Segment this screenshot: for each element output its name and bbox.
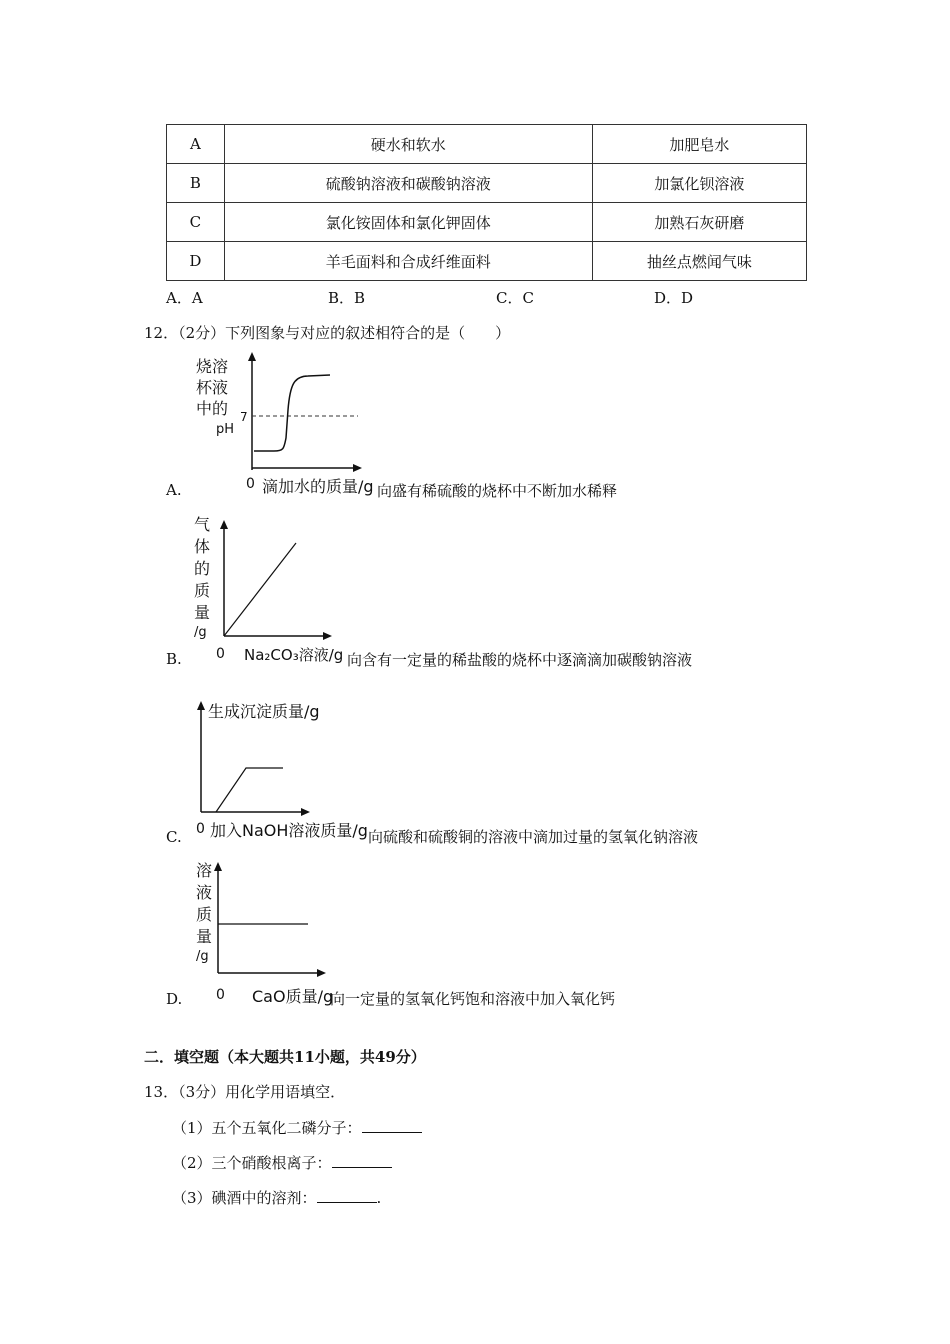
q13-item-2-text: （2）三个硝酸根离子： [172,1154,332,1172]
options-table [166,124,807,281]
row-items-cell: 羊毛面料和合成纤维面料 [224,242,592,281]
graph-c-ylabel: 生成沉淀质量/g [208,702,320,721]
q12-stem: 12．（2分）下列图象与对应的叙述相符合的是（ ） [144,324,511,342]
graph-c-origin: 0 [196,821,205,837]
graph-a-curve [254,375,330,451]
answer-blank-1[interactable] [362,1118,422,1133]
answer-blank-3[interactable] [317,1188,377,1203]
graph-c-x-arrow [301,808,310,816]
row-method-cell: 加肥皂水 [592,125,806,164]
graph-c-xlabel: 加入NaOH溶液质量/g [210,821,368,840]
graph-a-x-arrow [353,464,362,472]
q13-stem: 13．（3分）用化学用语填空． [144,1083,346,1101]
graph-d-x-arrow [317,969,326,977]
graph-a [190,350,650,500]
row-items-cell: 氯化铵固体和氯化钾固体 [224,203,592,242]
graph-c-y-arrow [197,701,205,710]
graph-b-ylabel-4: 质 [194,581,211,600]
graph-b-x-arrow [323,632,332,640]
option-a-desc: 向盛有稀硫酸的烧杯中不断加水稀释 [377,482,618,500]
table-row [167,125,807,164]
table-row [167,203,807,242]
table-row [167,242,807,281]
graph-d-xlabel: CaO质量/g [252,987,334,1006]
row-key-cell: D [167,242,225,281]
graph-d-ylabel-4: 量 [196,927,213,946]
graph-b [190,512,650,672]
q11-choice-a: A．A [166,289,203,307]
option-d-desc: 向一定量的氢氧化钙饱和溶液中加入氧化钙 [330,990,616,1008]
graph-d-ylabel-5: /g [196,949,209,964]
graph-b-origin: 0 [216,646,225,662]
graph-a-xlabel: 滴加水的质量/g [262,477,374,496]
graph-d-ylabel-3: 质 [196,905,213,924]
row-items-cell: 硬水和软水 [224,125,592,164]
graph-d-origin: 0 [216,987,225,1003]
option-c-desc: 向硫酸和硫酸铜的溶液中滴加过量的氢氧化钠溶液 [368,828,699,846]
row-method-cell: 抽丝点燃闻气味 [592,242,806,281]
row-key-cell: B [167,164,225,203]
graph-c-line [216,768,283,812]
graph-d-ylabel-2: 液 [196,883,213,902]
q13-item-3 [172,1187,381,1208]
option-a-label: A. [166,481,182,499]
graph-d-ylabel-1: 溶 [196,861,213,880]
row-method-cell: 加熟石灰研磨 [592,203,806,242]
q11-choice-d: D．D [654,289,694,307]
graph-d-y-arrow [214,862,222,871]
q11-choice-b: B．B [328,289,366,307]
q13-item-1 [172,1117,422,1138]
graph-b-ylabel-5: 量 [194,603,211,622]
graph-b-ylabel-3: 的 [194,559,211,578]
graph-b-xlabel: Na₂CO₃溶液/g [244,646,344,664]
graph-a-ylabel-3: 中的 [196,399,229,418]
answer-blank-2[interactable] [332,1153,392,1168]
option-d-label: D. [166,990,183,1008]
graph-b-ylabel-2: 体 [194,537,211,556]
graph-b-ylabel-6: /g [194,625,207,640]
q13-item-3-end: . [376,1189,382,1207]
row-items-cell: 硫酸钠溶液和碳酸钠溶液 [224,164,592,203]
section-title: 二．填空题（本大题共11小题，共49分） [144,1048,426,1066]
option-b-label: B. [166,650,182,668]
row-key-cell: C [167,203,225,242]
graph-b-y-arrow [220,520,228,529]
row-key-cell: A [167,125,225,164]
graph-b-ylabel-1: 气 [194,515,211,534]
graph-a-ytick-7: 7 [240,410,248,424]
graph-a-origin: 0 [246,476,255,492]
graph-a-y-arrow [248,352,256,361]
q11-choice-c: C．C [496,289,534,307]
graph-a-ylabel-2: 杯液 [196,378,229,397]
option-b-desc: 向含有一定量的稀盐酸的烧杯中逐滴滴加碳酸钠溶液 [347,651,693,669]
q13-item-2 [172,1152,392,1173]
q13-item-1-text: （1）五个五氧化二磷分子： [172,1119,362,1137]
graph-b-line [224,543,296,636]
q13-item-3-text: （3）碘酒中的溶剂： [172,1189,317,1207]
graph-a-ylabel-1: 烧溶 [196,357,229,376]
table-row [167,164,807,203]
graph-d [190,858,650,1008]
graph-a-ylabel-4: pH [216,422,235,437]
row-method-cell: 加氯化钡溶液 [592,164,806,203]
option-c-label: C. [166,828,182,846]
